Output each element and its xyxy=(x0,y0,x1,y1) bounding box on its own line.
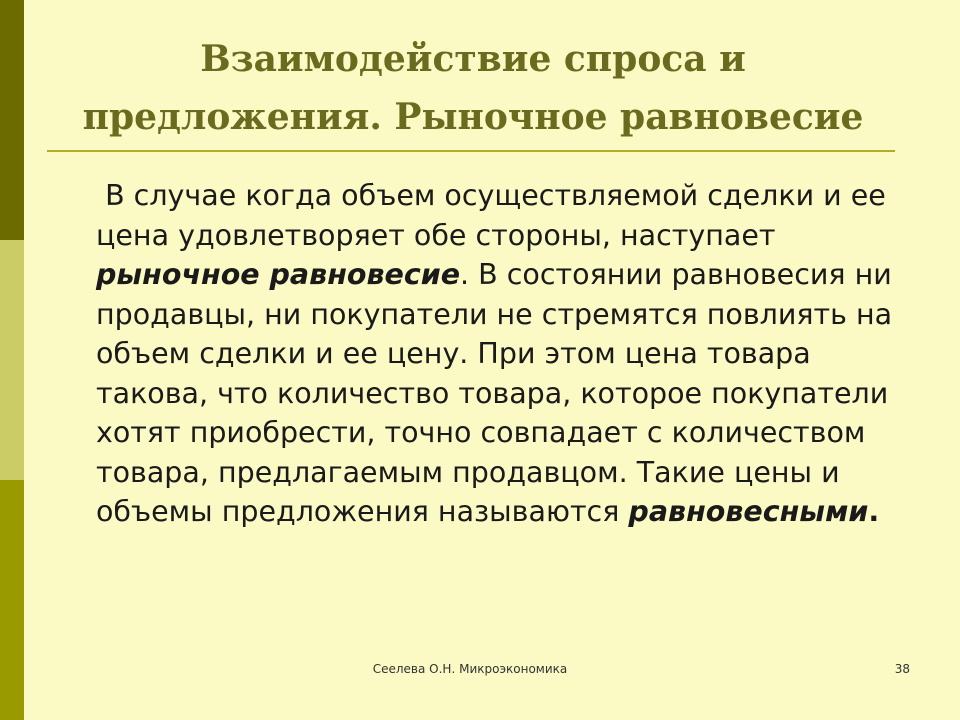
sidebar-top-block xyxy=(0,0,24,240)
term-equilibrium: равновесными xyxy=(628,495,869,528)
slide-title xyxy=(48,30,898,146)
sidebar-middle-block xyxy=(0,240,24,480)
sidebar-bottom-block xyxy=(0,480,24,720)
body-text-part-3: . xyxy=(868,495,880,528)
title-line-1: Взаимодействие спроса и xyxy=(200,38,746,80)
footer-page-number: 38 xyxy=(894,662,910,676)
title-divider xyxy=(47,150,895,152)
slide-body-paragraph xyxy=(96,176,916,532)
body-text-part-2: . В состоянии равновесия ни продавцы, ни покупатели не стремятся повлиять на объем сделки и ее цену. При этом цена товара такова, что количество товара, которое покупатели хотят приобрести, точно совпадает с количеством товара, предлагаемым продавцом. Такие цены и объемы предложения называются xyxy=(96,258,893,528)
footer-author-course: Сеелева О.Н. Микроэкономика xyxy=(372,662,568,676)
title-line-2: предложения. Рыночное равновесие xyxy=(82,96,864,138)
body-text-part-1: В случае когда объем осуществляемой сделки и ее цена удовлетворяет обе стороны, наступает xyxy=(96,179,886,252)
term-market-equilibrium: рыночное равновесие xyxy=(96,258,461,291)
